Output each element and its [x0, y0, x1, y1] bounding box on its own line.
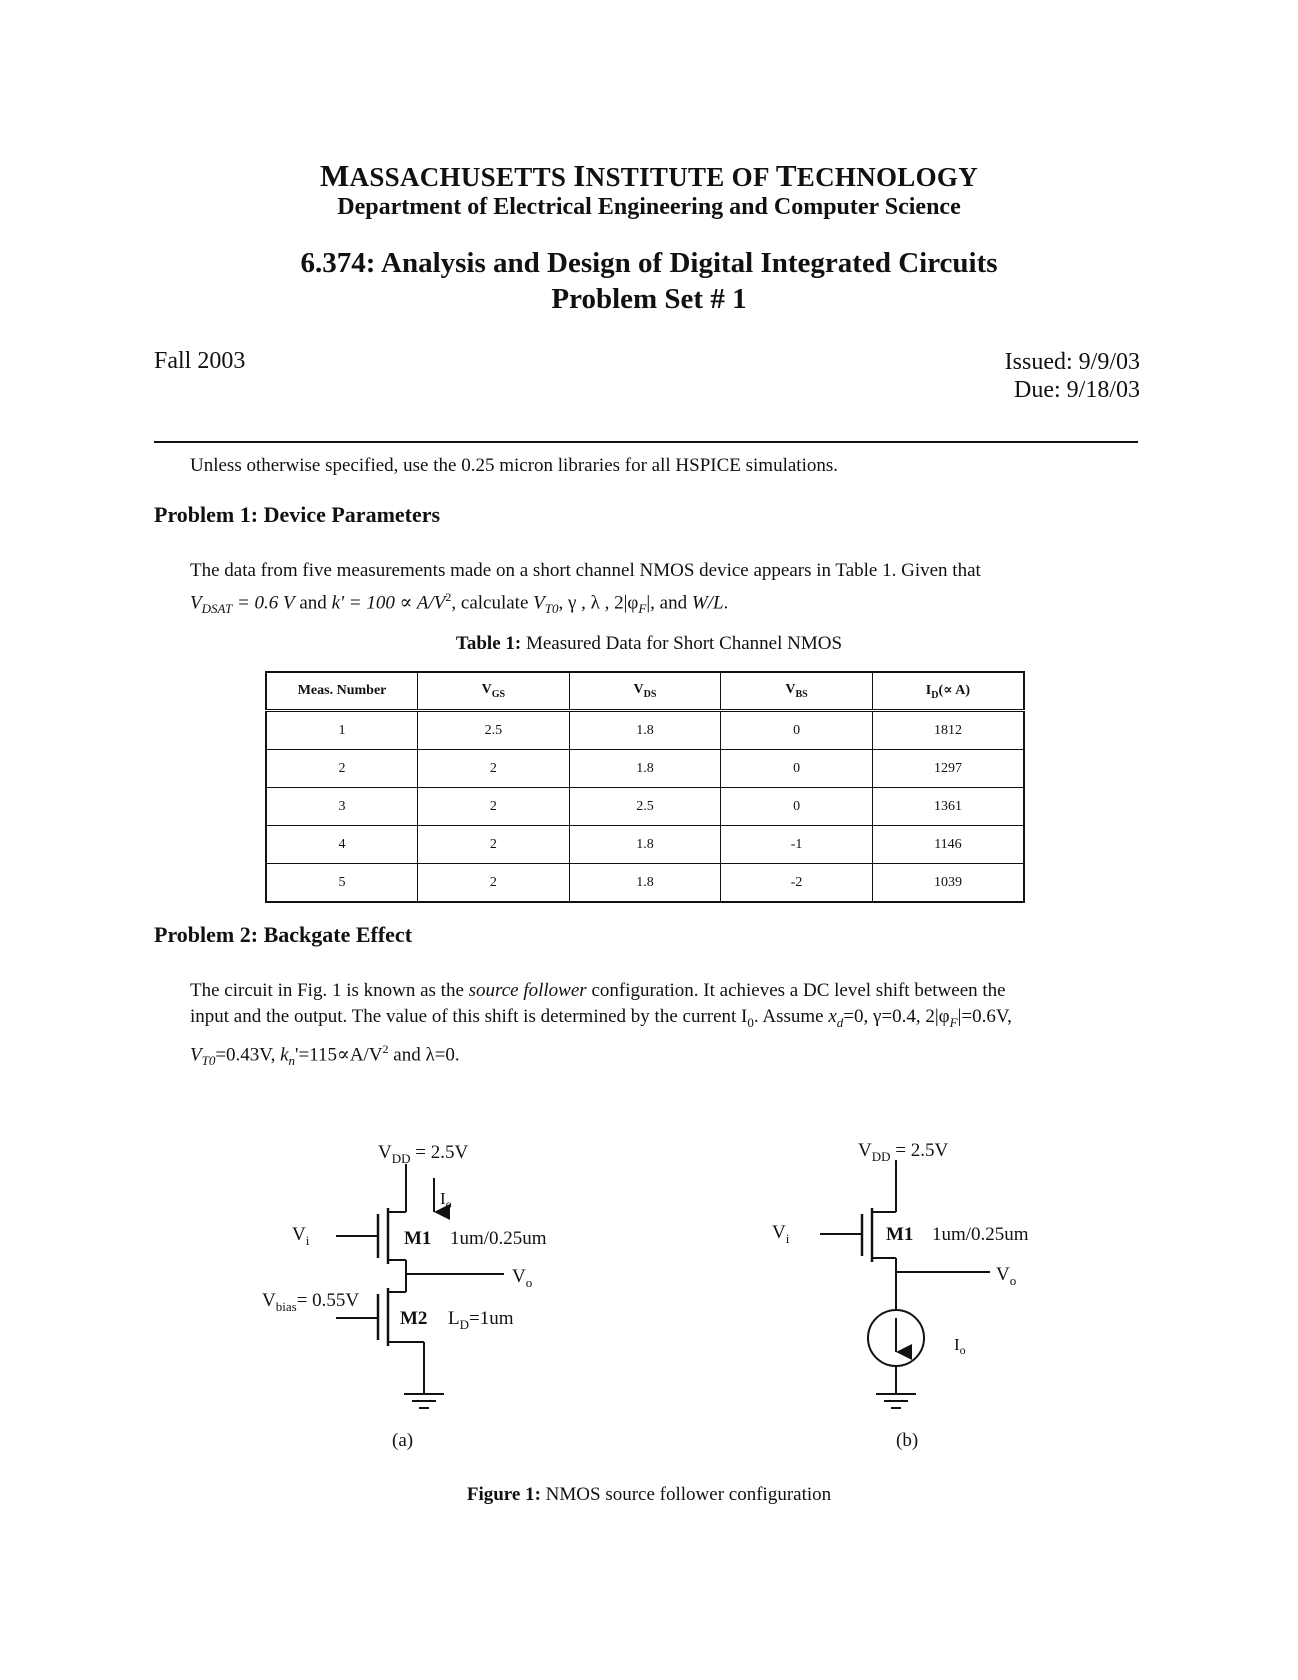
m1-size-a: 1um/0.25um — [450, 1228, 547, 1249]
vo-label-b: $V_o$ — [996, 1264, 1017, 1288]
circuit-a-labels — [262, 1142, 547, 1451]
m1-size-b: 1um/0.25um — [932, 1224, 1029, 1245]
problem-2-text: The circuit in Fig. 1 is known as the source follower configuration. It achieves a DC level shift between the input and the output. The value of this shift is determined by the current $I_0$. Assume $x_d=0$, γ=0.4, $2|\varphi_F|=0.6V$, $V_{T0}=0.43V$, $k_n'=115\propto A/V^2$ and λ=0. — [190, 980, 1012, 1068]
table-row: 3 2 2.5 0 1361 — [266, 788, 1024, 826]
vi-label-b: $V_i$ — [772, 1222, 790, 1246]
institute-name: MASSACHUSETTS INSTITUTE OF TECHNOLOGY — [319, 158, 979, 193]
problem-2-heading: Problem 2: Backgate Effect — [154, 922, 413, 947]
table-1-caption: Table 1: Measured Data for Short Channel NMOS — [455, 633, 843, 654]
vdd-label-a: $V_{DD} = 2.5V$ — [378, 1142, 469, 1166]
subfigure-label-b: (b) — [896, 1430, 919, 1451]
table-row: 2 2 1.8 0 1297 — [266, 750, 1024, 788]
m2-label-a: M2 — [400, 1308, 428, 1329]
ld-label-a: $L_D=1um$ — [448, 1308, 514, 1332]
vi-label-a: $V_i$ — [292, 1224, 310, 1248]
subfigure-label-a: (a) — [392, 1430, 414, 1451]
department-name: Department of Electrical Engineering and Computer Science — [337, 194, 961, 220]
io-label-b: $I_o$ — [954, 1335, 966, 1357]
m1-label-a: M1 — [404, 1228, 432, 1249]
term: Fall 2003 — [154, 348, 246, 374]
problem-set-title: Problem Set # 1 — [551, 283, 747, 315]
circuit-a — [336, 1164, 504, 1408]
circuit-b-labels — [772, 1140, 1029, 1451]
course-title: 6.374: Analysis and Design of Digital Integrated Circuits — [300, 247, 998, 279]
simulation-note: Unless otherwise specified, use the 0.25 micron libraries for all HSPICE simulations. — [190, 455, 838, 476]
circuit-b — [820, 1160, 990, 1408]
m1-label-b: M1 — [886, 1224, 914, 1245]
col-header-vgs: $V_{GS}$ — [418, 672, 570, 711]
problem-1-heading: Problem 1: Device Parameters — [154, 502, 441, 527]
col-header-id: $I_D(\propto A)$ — [872, 672, 1024, 711]
col-header-vbs: $V_{BS}$ — [721, 672, 873, 711]
vbias-label-a: $V_{bias}= 0.55V$ — [262, 1290, 360, 1314]
col-header-vds: $V_{DS}$ — [569, 672, 721, 711]
vo-label-a: $V_o$ — [512, 1266, 533, 1290]
col-header-meas: Meas. Number — [266, 672, 418, 711]
table-row: 1 2.5 1.8 0 1812 — [266, 711, 1024, 750]
table-row: 5 2 1.8 -2 1039 — [266, 864, 1024, 903]
due-date: Due: 9/18/03 — [1014, 377, 1140, 403]
issued-date: Issued: 9/9/03 — [1004, 349, 1140, 375]
io-label-a: $I_o$ — [440, 1189, 452, 1211]
table-row: 4 2 1.8 -1 1146 — [266, 826, 1024, 864]
problem-1-text: The data from five measurements made on a short channel NMOS device appears in Table 1. Given that $V_{DSAT} = 0.6$ V and $k' = 100 \propto A/V^2$, calculate $V_{T0}$, γ , λ , $2|\varphi_F|$, and W/L. — [190, 560, 981, 617]
vdd-label-b: $V_{DD} = 2.5V$ — [858, 1140, 949, 1164]
figure-1-caption: Figure 1: NMOS source follower configuration — [466, 1484, 832, 1505]
